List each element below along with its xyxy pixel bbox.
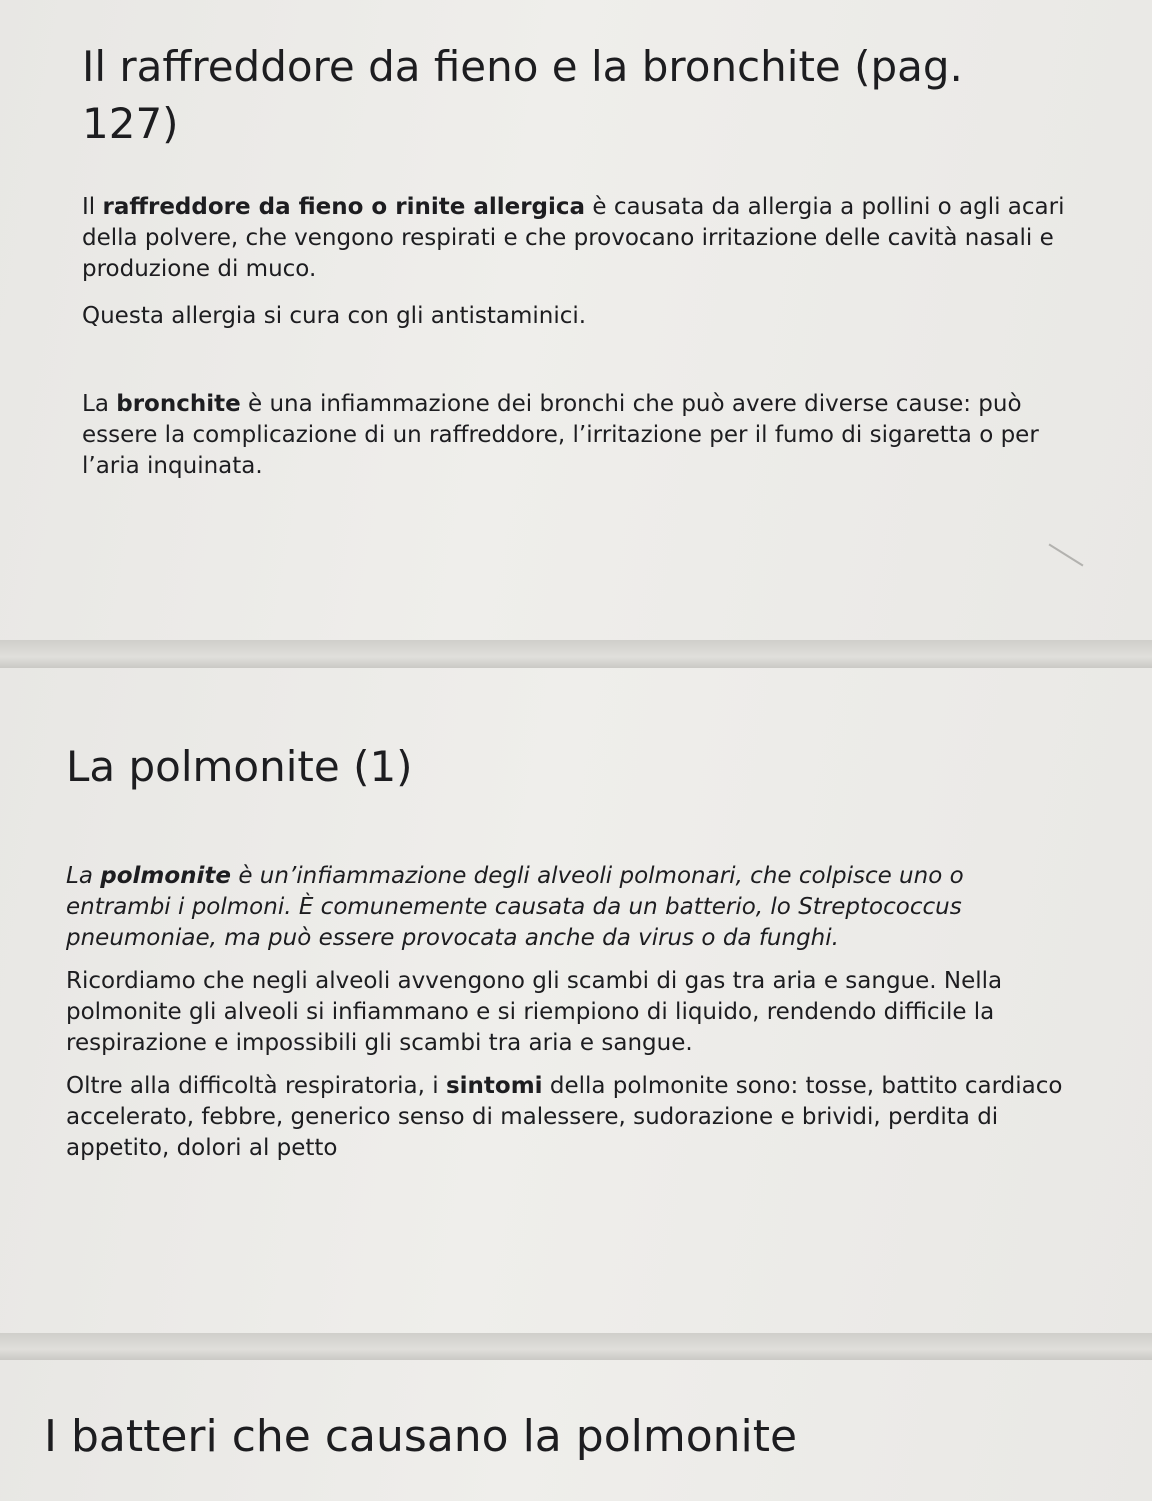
text-run: La [82, 391, 117, 417]
text-run: Il [82, 194, 103, 220]
text-run: della polmonite sono: tosse, battito cardiaco accelerato, febbre, generico senso di malessere, sudorazione e brividi, perdita di appetito, dolori al petto [66, 1073, 1063, 1161]
text-run: è causata da allergia a pollini o agli acari della polvere, che vengono respirati e che provocano irritazione delle cavità nasali e produzione di muco. [82, 194, 1065, 282]
slide-hay-fever-bronchitis [0, 0, 1152, 640]
bold-term: bronchite [116, 391, 241, 417]
stray-line-mark [1049, 544, 1084, 567]
paragraph-treatment: Questa allergia si cura con gli antistaminici. [82, 303, 587, 329]
slide-bacteria [0, 1360, 1152, 1501]
text-run: è una infiammazione dei bronchi che può avere diverse cause: può essere la complicazione di un raffreddore, l’irritazione per il fumo di sigaretta o per l’aria inquinata. [82, 391, 1039, 479]
slide-pneumonia [0, 668, 1152, 1333]
slide-title: Il raffreddore da fieno e la bronchite (pag. 127) [82, 42, 963, 148]
text-run: è un’infiammazione degli alveoli polmonari, che colpisce uno o entrambi i polmoni. È comunemente causata da un batterio, lo Streptococcus pneumoniae, ma può essere provocata anche da virus o da funghi. [66, 863, 964, 951]
paragraph-bronchitis [82, 389, 1082, 482]
slide-divider [0, 1333, 1152, 1360]
paragraph-pneumonia-definition [66, 861, 1066, 954]
bold-term: polmonite [100, 863, 232, 889]
paragraph-hay-fever [82, 192, 1082, 285]
text-run: La [66, 863, 101, 889]
bold-term: raffreddore da fieno o rinite allergica [102, 194, 586, 220]
paragraph-alveoli: Ricordiamo che negli alveoli avvengono gli scambi di gas tra aria e sangue. Nella polmonite gli alveoli si infiammano e si riempiono di liquido, rendendo difficile la respirazione e impossibili gli scambi tra aria e sangue. [66, 968, 1003, 1056]
slide-title: La polmonite (1) [66, 742, 413, 791]
bold-term: sintomi [445, 1073, 543, 1099]
slide-divider [0, 640, 1152, 668]
paragraph-symptoms [66, 1071, 1066, 1164]
text-run: Oltre alla difficoltà respiratoria, i [66, 1073, 446, 1099]
slide-title: I batteri che causano la polmonite [44, 1411, 798, 1462]
